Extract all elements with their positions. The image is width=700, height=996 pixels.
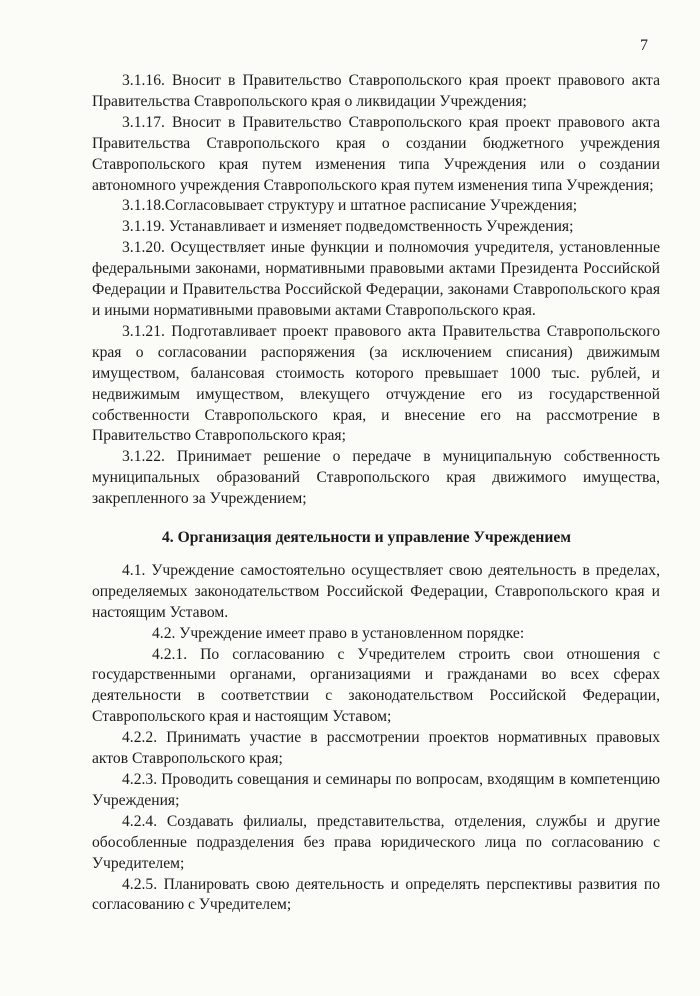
paragraph-4-2-4: 4.2.4. Создавать филиалы, представительства, отделения, службы и другие обособленные подразделения без права юридического лица по согласованию с Учредителем; — [92, 812, 660, 872]
paragraph-4-2: 4.2. Учреждение имеет право в установленном порядке: — [152, 624, 525, 642]
paragraph-4-2-5: 4.2.5. Планировать свою деятельность и определять перспективы развития по согласованию с Учредителем; — [92, 875, 660, 914]
paragraph-3-1-22: 3.1.22. Принимает решение о передаче в муниципальную собственность муниципальных образований Ставропольского края движимого имущества, закрепленного за Учреждением; — [92, 448, 660, 508]
section-heading: 4. Организация деятельности и управление Учреждением — [162, 529, 571, 547]
paragraph-3-1-17: 3.1.17. Вносит в Правительство Ставропольского края проект правового акта Правительства Ставропольского края о создании бюджетного учреждения Ставропольского края путем изменения типа Учреждения или о создании автономного учреждения Ставропольского края путем изменения типа Учреждения; — [92, 113, 660, 194]
paragraph-4-2-1: 4.2.1. По согласованию с Учредителем строить свои отношения с государственными органами, организациями и гражданами во всех сферах деятельности в соответствии с законодательством Российской Федерации, Ставропольского края и настоящим Уставом; — [92, 645, 660, 726]
paragraph-4-2-3: 4.2.3. Проводить совещания и семинары по вопросам, входящим в компетенцию Учреждения; — [92, 771, 660, 809]
paragraph-4-2-2: 4.2.2. Принимать участие в рассмотрении проектов нормативных правовых актов Ставропольского края; — [92, 729, 660, 768]
paragraph-4-1: 4.1. Учреждение самостоятельно осуществляет свою деятельность в пределах, определяемых законодательством Российской Федерации, Ставропольского края и настоящим Уставом. — [92, 561, 660, 621]
paragraph-3-1-20: 3.1.20. Осуществляет иные функции и полномочия учредителя, установленные федеральными законами, нормативными правовыми актами Президента Российской Федерации и Правительства Российской Федерации, законами Ставропольского края и иными нормативными правовыми актами Ставропольского края. — [92, 239, 660, 319]
document-body — [92, 71, 660, 916]
paragraph-3-1-18: 3.1.18.Согласовывает структуру и штатное расписание Учреждения; — [122, 197, 578, 215]
paragraph-3-1-16: 3.1.16. Вносит в Правительство Ставропольского края проект правового акта Правительства Ставропольского края о ликвидации Учреждения; — [92, 72, 660, 110]
page-number: 7 — [640, 37, 648, 54]
paragraph-3-1-21: 3.1.21. Подготавливает проект правового акта Правительства Ставропольского края о согласовании распоряжения (за исключением списания) движимым имуществом, балансовая стоимость которого превышает 1000 тыс. рублей, и недвижимым имуществом, влекущего отчуждение его из государственной собственности Ставропольского края, и внесение его на рассмотрение в Правительство Ставропольского края; — [92, 322, 660, 445]
paragraph-3-1-19: 3.1.19. Устанавливает и изменяет подведомственность Учреждения; — [122, 218, 574, 236]
